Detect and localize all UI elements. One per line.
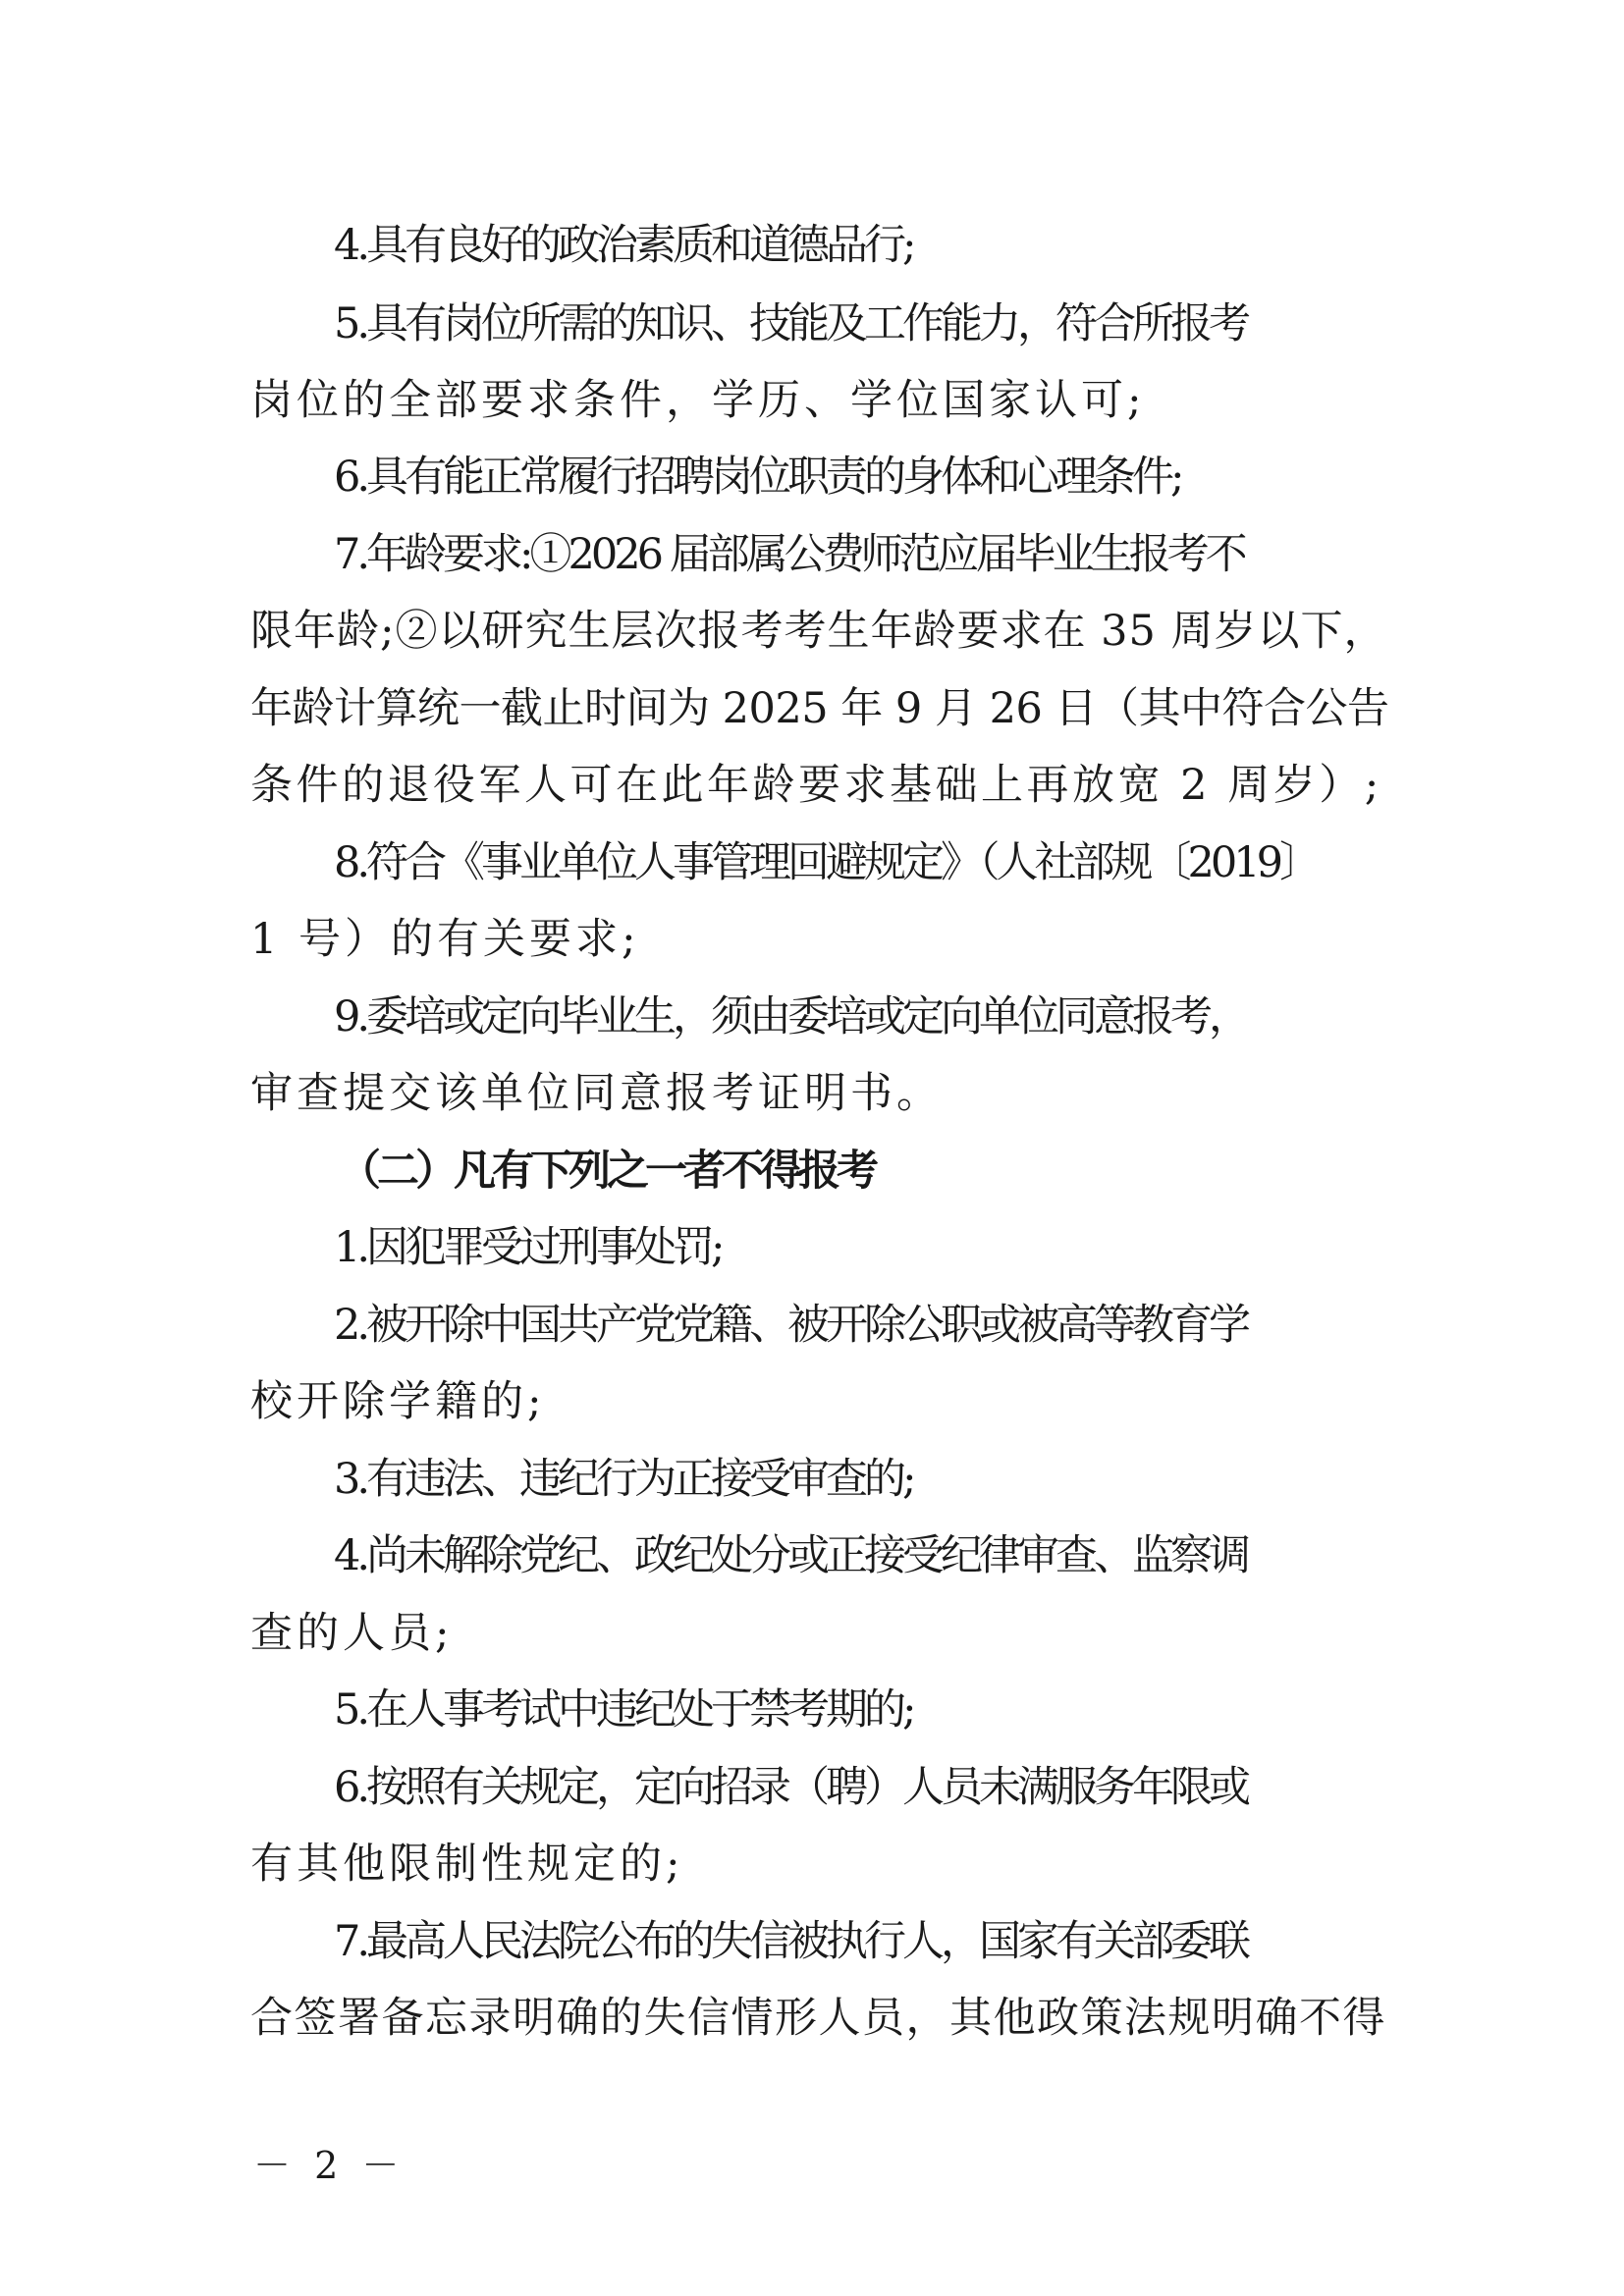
- text-line: 5.在人事考试中违纪处于禁考期的;: [334, 1685, 913, 1735]
- text-line: 有其他限制性规定的;: [250, 1840, 684, 1889]
- text-line: 1.因犯罪受过刑事处罚;: [334, 1223, 722, 1272]
- text-line: 1 号）的有关要求;: [250, 915, 640, 964]
- text-line: 3.有违法、违纪行为正接受审查的;: [334, 1455, 913, 1504]
- text-line: 2.被开除中国共产党党籍、被开除公职或被高等教育学: [334, 1301, 1248, 1350]
- text-line: 8.符合《事业单位人事管理回避规定》（人社部规〔2019〕: [334, 838, 1318, 887]
- text-line: 5.具有岗位所需的知识、技能及工作能力，符合所报考: [334, 299, 1248, 348]
- section-heading: （二）凡有下列之一者不得报考: [339, 1147, 875, 1196]
- text-line: 7.最高人民法院公布的失信被执行人，国家有关部委联: [334, 1917, 1248, 1966]
- page-number: － 2 －: [253, 2144, 406, 2187]
- text-line: 限年龄;②以研究生层次报考考生年龄要求在 35 周岁以下，: [250, 607, 1387, 656]
- text-line: 合签署备忘录明确的失信情形人员，其他政策法规明确不得: [250, 1994, 1386, 2043]
- text-line: 岗位的全部要求条件，学历、学位国家认可;: [250, 376, 1146, 425]
- text-line: 年龄计算统一截止时间为 2025 年 9 月 26 日（其中符合公告: [250, 684, 1389, 733]
- text-line: 审查提交该单位同意报考证明书。: [250, 1069, 943, 1118]
- text-line: 6.具有能正常履行招聘岗位职责的身体和心理条件;: [334, 453, 1181, 502]
- text-line: 4.具有良好的政治素质和道德品行;: [334, 221, 913, 270]
- text-line: 6.按照有关规定，定向招录（聘）人员未满服务年限或: [334, 1763, 1248, 1812]
- text-line: 查的人员;: [250, 1609, 454, 1658]
- text-line: 4.尚未解除党纪、政纪处分或正接受纪律审查、监察调: [334, 1531, 1248, 1580]
- text-line: 条件的退役军人可在此年龄要求基础上再放宽 2 周岁）;: [250, 761, 1382, 810]
- text-line: 9.委培或定向毕业生，须由委培或定向单位同意报考，: [334, 992, 1248, 1041]
- text-line: 7.年龄要求:①2026 届部属公费师范应届毕业生报考不: [334, 530, 1244, 579]
- text-line: 校开除学籍的;: [250, 1377, 546, 1426]
